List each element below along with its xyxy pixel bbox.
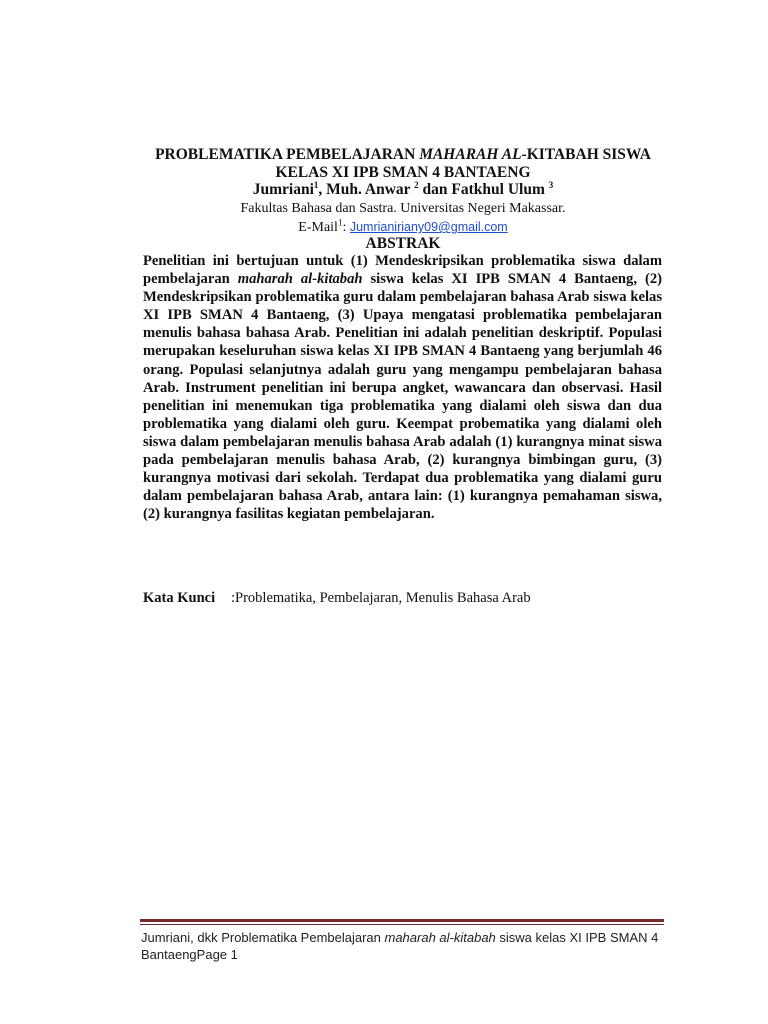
footer-text-prefix: Jumriani, dkk Problematika Pembelajaran <box>141 930 385 945</box>
footer-italic-term: maharah al-kitabah <box>384 930 496 945</box>
author-1: Jumriani <box>252 181 314 198</box>
author-list <box>140 181 666 199</box>
email-affiliation-mark: 1 <box>337 217 343 228</box>
keywords-value: :Problematika, Pembelajaran, Menulis Bahasa Arab <box>231 590 531 606</box>
email-link[interactable]: Jumrianiriany09@gmail.com <box>349 220 508 234</box>
author-3-affiliation-mark: 3 <box>548 179 554 190</box>
title-line1-suffix: -KITABAH SISWA <box>521 146 651 163</box>
keywords-label: Kata Kunci <box>143 590 216 606</box>
author-separator-1: , <box>318 181 327 198</box>
email-label: E-Mail <box>298 220 338 235</box>
affiliation: Fakultas Bahasa dan Sastra. Universitas Negeri Makassar. <box>240 201 566 216</box>
author-2-affiliation-mark: 2 <box>414 179 419 190</box>
abstract-text-part2: siswa kelas XI IPB SMAN 4 Bantaeng, (2) Mendeskripsikan problematika guru dalam pembelajaran bahasa Arab siswa kelas XI IPB SMAN 4 Bantaeng, (3) Upaya mengatasi problematika pembelajaran menulis bahasa bahasa Arab. Penelitian ini adalah penelitian deskriptif. Populasi merupakan keseluruhan siswa kelas XI IPB SMAN 4 Bantaeng yang berjumlah 46 orang. Populasi selanjutnya adalah guru yang mengampu pembelajaran bahasa Arab. Instrument penelitian ini berupa angket, wawancara dan observasi. Hasil penelitian ini menemukan tiga problematika yang dialami oleh siswa dan dua problematika yang dialami oleh guru. Keempat probematika yang dialami oleh siswa dalam pembelajaran menulis bahasa Arab adalah (1) kurangnya minat siswa pada pembelajaran menulis bahasa Arab, (2) kurangnya bimbingan guru, (3) kurangnya motivasi dari sekolah. Terdapat dua problematika yang dialami guru dalam pembelajaran bahasa Arab, antara lain: (1) kurangnya pemahaman siswa, (2) kurangnya fasilitas kegiatan pembelajaran. <box>143 271 662 523</box>
email-colon: : <box>342 220 350 235</box>
title-line1-italic: MAHARAH AL <box>419 146 522 163</box>
abstract-text-part1: Penelitian ini bertujuan untuk (1) Mendeskripsikan problematika siswa dalam pembelajaran <box>143 253 662 288</box>
abstract-body <box>143 252 662 523</box>
author-3: Fatkhul Ulum <box>451 181 549 198</box>
title-line1-prefix: PROBLEMATIKA PEMBELAJARAN <box>155 146 420 163</box>
paper-title <box>140 146 666 182</box>
title-line2: KELAS XI IPB SMAN 4 BANTAENG <box>275 164 531 181</box>
author-2: Muh. Anwar <box>326 181 415 198</box>
abstract-italic-term: maharah al-kitabah <box>237 271 363 288</box>
footer-rule-thin <box>140 924 664 925</box>
author-1-affiliation-mark: 1 <box>313 179 319 190</box>
page-footer <box>141 929 671 963</box>
footer-rule-thick <box>140 919 664 922</box>
footer-text-suffix: siswa kelas XI IPB SMAN 4 BantaengPage 1 <box>141 930 659 962</box>
keywords <box>143 589 662 607</box>
author-separator-2: dan <box>418 181 452 198</box>
abstract-heading: ABSTRAK <box>365 235 441 252</box>
